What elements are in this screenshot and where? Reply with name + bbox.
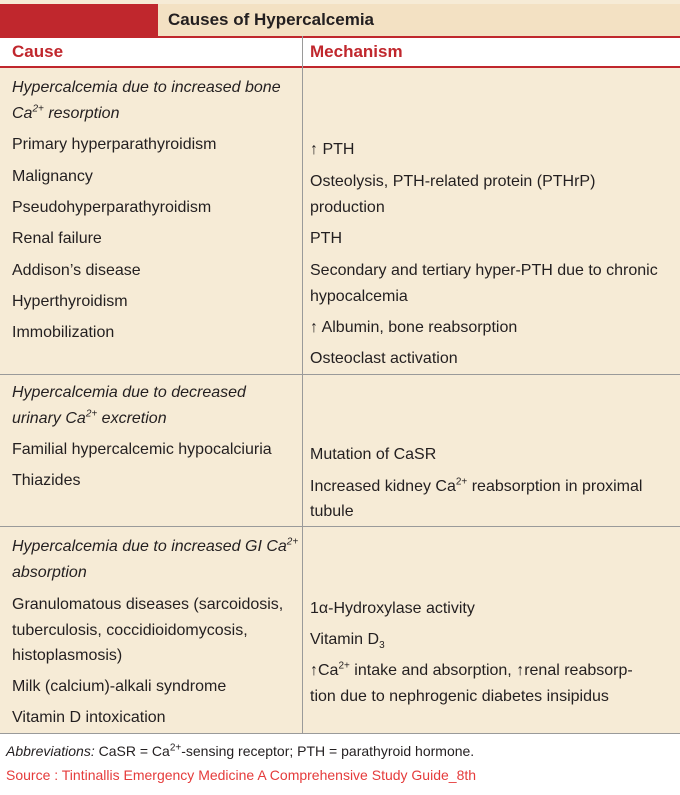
title-accent-block xyxy=(0,4,158,36)
table-title: Causes of Hypercalcemia xyxy=(158,4,680,36)
header-cause: Cause xyxy=(12,42,64,61)
mechanism-item: Osteolysis, PTH-related protein (PTHrP) xyxy=(310,173,596,190)
section-decreased-excretion xyxy=(0,375,680,526)
section-heading-line2: urinary $Ca^{2+}$ excretion xyxy=(12,408,167,427)
cause-item: Familial hypercalcemic hypocalciuria xyxy=(12,441,272,458)
table-bottom-rule xyxy=(0,733,680,734)
mechanism-item: Mutation of CaSR xyxy=(310,446,437,463)
section-gi-absorption xyxy=(0,527,680,733)
column-header-row xyxy=(0,36,680,68)
cause-item: Vitamin D intoxication xyxy=(12,709,166,726)
section-bone-resorption xyxy=(0,68,680,374)
source-citation: Source : Tintinallis Emergency Medicine A Comprehensive Study Guide_8th xyxy=(6,767,477,783)
section-heading: Hypercalcemia due to decreased xyxy=(12,384,246,401)
cause-item: Primary hyperparathyroidism xyxy=(12,136,217,153)
section-heading-line2: absorption xyxy=(12,564,87,581)
cause-item: tuberculosis, coccidioidomycosis, xyxy=(12,622,248,639)
section-heading: Hypercalcemia due to increased bone xyxy=(12,79,281,96)
cause-item: Renal failure xyxy=(12,230,102,247)
cause-item: histoplasmosis) xyxy=(12,647,123,664)
mechanism-item: Osteoclast activation xyxy=(310,350,458,367)
mechanism-item: 1α-Hydroxylase activity xyxy=(310,600,475,617)
mechanism-item: tubule xyxy=(310,503,354,520)
cause-item: Hyperthyroidism xyxy=(12,293,128,310)
mechanism-item: ↑ PTH xyxy=(310,141,355,158)
column-divider xyxy=(302,36,303,734)
mechanism-item: tion due to nephrogenic diabetes insipidus xyxy=(310,688,609,705)
mechanism-item: hypocalcemia xyxy=(310,288,408,305)
section-heading-line2: $Ca^{2+}$ resorption xyxy=(12,103,120,122)
abbreviations-note: Abbreviations: CaSR = $Ca^{2+}$-sensing receptor; PTH = parathyroid hormone. xyxy=(6,742,475,759)
cause-item: Immobilization xyxy=(12,324,115,341)
mechanism-item: Secondary and tertiary hyper-PTH due to chronic xyxy=(310,262,658,279)
cause-item: Thiazides xyxy=(12,472,81,489)
title-bar xyxy=(0,0,680,36)
mechanism-item: PTH xyxy=(310,230,342,247)
cause-item: Granulomatous diseases (sarcoidosis, xyxy=(12,596,284,613)
cause-item: Addison’s disease xyxy=(12,262,141,279)
mechanism-item: $↑Ca^{2+}$ intake and absorption, ↑renal reabsorp- xyxy=(310,660,633,679)
cause-item: Milk (calcium)-alkali syndrome xyxy=(12,678,227,695)
cause-item: Pseudohyperparathyroidism xyxy=(12,199,212,216)
cause-item: Malignancy xyxy=(12,168,93,185)
header-mechanism: Mechanism xyxy=(310,42,403,61)
mechanism-item: Vitamin $D_3$ xyxy=(310,631,385,652)
section-heading: Hypercalcemia due to increased GI $Ca^{2+}$ xyxy=(12,536,299,555)
mechanism-item: Increased kidney $Ca^{2+}$ reabsorption in proximal xyxy=(310,476,643,495)
mechanism-item: production xyxy=(310,199,385,216)
mechanism-item: ↑ Albumin, bone reabsorption xyxy=(310,319,518,336)
